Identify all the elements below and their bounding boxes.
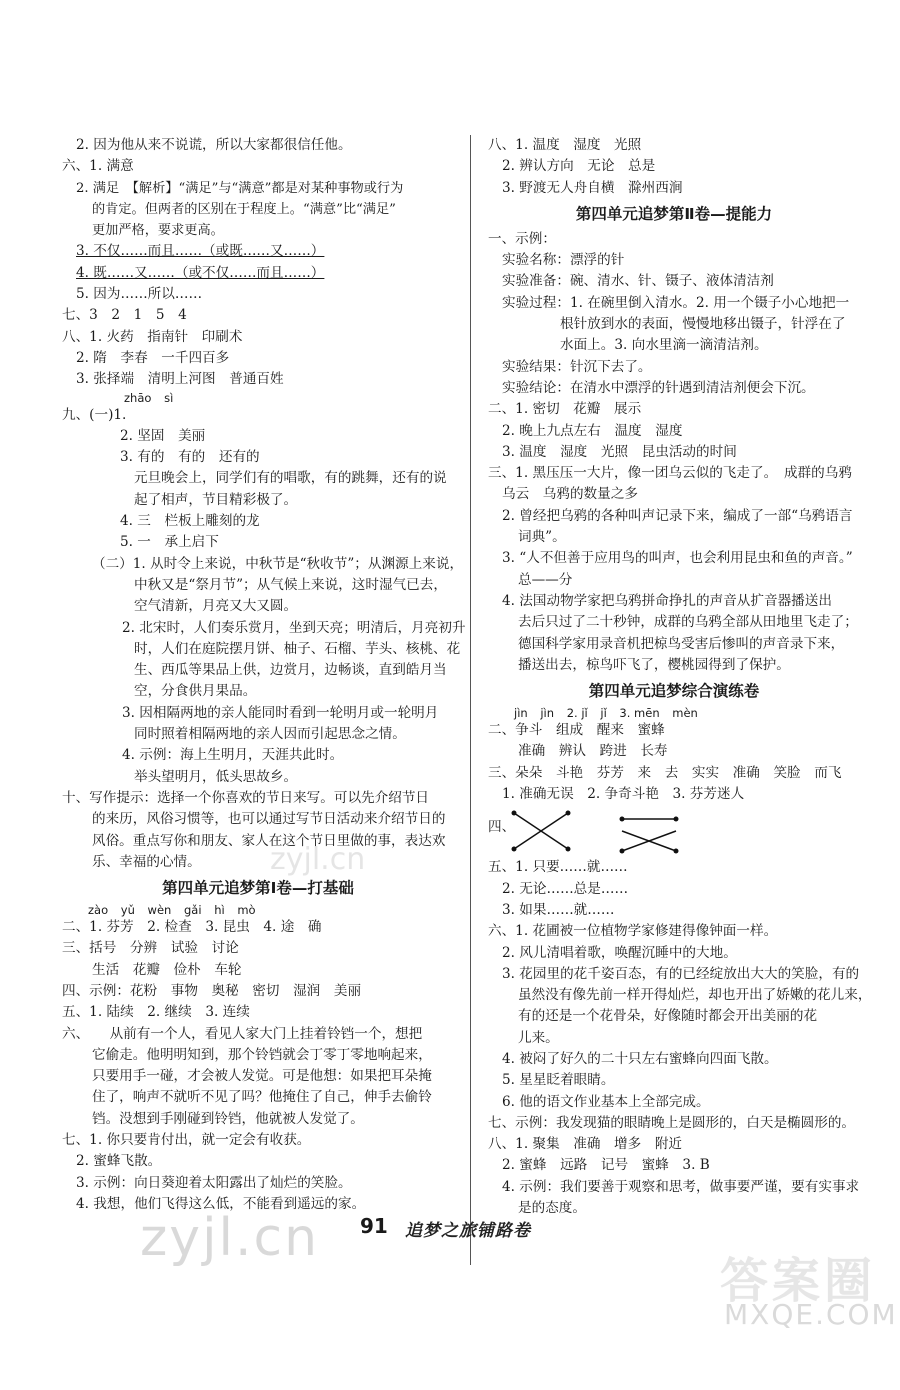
- answer-line: 实验准备：碗、清水、针、镊子、液体清洁剂: [502, 273, 774, 290]
- answer-line: 2. 晚上九点左右 温度 湿度: [502, 422, 683, 439]
- right-column: [488, 135, 872, 1219]
- answer-line: 2. 坚固 美丽: [120, 427, 206, 444]
- answer-line: 2. 满足 【解析】“满足”与“满意”都是对某种事物或行为: [76, 180, 404, 196]
- answer-line: 三、朵朵 斗艳 芬芳 来 去 实实 准确 笑脸 而飞: [488, 764, 842, 781]
- answer-line: 空气清新，月亮又大又圆。: [134, 598, 298, 615]
- answer-line: 铛。没想到手刚碰到铃铛，他就被人发觉了。: [92, 1110, 364, 1127]
- answer-line: 德国科学家用录音机把椋鸟受害后惨叫的声音录下来，: [518, 635, 845, 652]
- column-divider: [470, 135, 471, 1265]
- answer-line: 实验过程：1. 在碗里倒入清水。2. 用一个镊子小心地把一: [502, 294, 850, 311]
- answer-line: 风俗。重点写你和朋友、家人在这个节日里做的事，表达欢: [92, 832, 446, 849]
- answer-line: 2. 隋 李春 一千四百多: [76, 349, 230, 366]
- answer-line: 有的还是一个花骨朵，好像随时都会开出美丽的花: [518, 1008, 818, 1025]
- answer-line: 三、括号 分辨 试验 讨论: [62, 940, 239, 957]
- answer-line: 3. 花园里的花千姿百态，有的已经绽放出大大的笑脸，有的: [502, 965, 860, 982]
- answer-line: 起了相声，节目精彩极了。: [134, 491, 298, 508]
- left-column: [62, 135, 466, 1215]
- footer-brand: 追梦之旅铺路卷: [405, 1221, 531, 1241]
- answer-line: 二、1. 密切 花瓣 展示: [488, 401, 642, 418]
- answer-line: 实验名称：漂浮的针: [502, 252, 625, 269]
- matching-lines: [488, 805, 860, 857]
- answer-line: 是的态度。: [518, 1200, 586, 1217]
- answer-line: 元旦晚会上，同学们有的唱歌，有的跳舞，还有的说: [134, 470, 447, 487]
- answer-line: 实验结论：在清水中漂浮的针遇到清洁剂便会下沉。: [502, 379, 815, 396]
- answer-line: 3. 张择端 清明上河图 普通百姓: [76, 371, 284, 388]
- answer-line: 3. 因相隔两地的亲人能同时看到一轮明月或一轮明月: [122, 704, 439, 721]
- answer-line: 2. 蜜蜂飞散。: [76, 1153, 162, 1170]
- answer-line: 2. 辨认方向 无论 总是: [502, 158, 656, 175]
- answer-line: 儿来。: [518, 1029, 559, 1046]
- answer-line: 播送出去，椋鸟吓飞了，樱桃园得到了保护。: [518, 656, 790, 673]
- watermark-center: zyjl.cn: [270, 842, 366, 877]
- q9-head: 九、(一)1.: [62, 406, 127, 423]
- answer-line: 3. 示例：向日葵迎着太阳露出了灿烂的笑脸。: [76, 1174, 352, 1191]
- answer-line: 4. 法国动物学家把乌鸦拼命挣扎的声音从扩音器播送出: [502, 592, 832, 609]
- answer-line: 的来历，风俗习惯等，也可以通过写节日活动来介绍节日的: [92, 811, 446, 828]
- answer-line: 八、1. 聚集 准确 增多 附近: [488, 1136, 683, 1153]
- answer-line: 同时照着相隔两地的亲人因而引起思念之情。: [134, 726, 406, 743]
- answer-line: 生活 花瓣 俭朴 车轮: [92, 961, 242, 978]
- answer-line: 三、1. 黑压压一大片，像一团乌云似的飞走了。 成群的乌鸦: [488, 465, 852, 482]
- answer-line: 4. 示例：海上生明月，天涯共此时。: [122, 747, 344, 764]
- answer-line: 的肯定。但两者的区别在于程度上。“满意”比“满足”: [92, 201, 396, 217]
- answer-line: 二、1. 芬芳 2. 检查 3. 昆虫 4. 途 确: [62, 919, 322, 936]
- answer-line: 3. 有的 有的 还有的: [120, 449, 260, 466]
- answer-line: 实验结果：针沉下去了。: [502, 358, 652, 375]
- answer-line: 总——分: [518, 571, 573, 588]
- answer-line: 二、争斗 组成 醒来 蜜蜂: [488, 722, 665, 739]
- answer-line: 4. 三 栏板上雕刻的龙: [120, 513, 260, 530]
- watermark-right-small: MXQE.COM: [724, 1298, 898, 1331]
- answer-line: 中秋又是“祭月节”；从气候上来说，这时湿气已去，: [134, 576, 447, 593]
- answer-line: 2. 北宋时，人们奏乐赏月，坐到天亮；明清后，月亮初升: [122, 619, 466, 636]
- answer-line: 十、写作提示：选择一个你喜欢的节日来写。可以先介绍节日: [62, 789, 430, 806]
- answer-line: 3. 野渡无人舟自横 滁州西涧: [502, 179, 683, 196]
- answer-line: 词典”。: [518, 529, 566, 546]
- answer-line: 5. 星星眨着眼睛。: [502, 1072, 615, 1089]
- answer-line: 它偷走。他明明知到，那个铃铛就会丁零丁零地响起来，: [92, 1046, 432, 1063]
- section-title-3: 第四单元追梦综合演练卷: [588, 682, 760, 701]
- answer-line: 一、示例：: [488, 230, 556, 247]
- answer-line: 4. 被闷了好久的二十只左右蜜蜂向四面飞散。: [502, 1050, 778, 1067]
- answer-line: 举头望明月，低头思故乡。: [134, 768, 298, 785]
- answer-line: 4. 既……又……（或不仅……而且……）: [76, 264, 325, 281]
- answer-line: 八、1. 温度 湿度 光照: [488, 137, 642, 153]
- answer-line: 空，分食供月果品。: [134, 683, 257, 700]
- answer-line: 3. 如果……就……: [502, 901, 615, 918]
- answer-line: 更加严格，要求更高。: [92, 223, 224, 239]
- answer-line: 根针放到水的表面，慢慢地移出镊子，针浮在了: [560, 316, 846, 333]
- answer-line: 5. 因为……所以……: [76, 286, 203, 303]
- answer-line: 水面上。3. 向水里滴一滴清洁剂。: [560, 337, 768, 354]
- answer-line: 时，人们在庭院摆月饼、柚子、石榴、芋头、核桃、花: [134, 640, 461, 657]
- answer-line: 准确 辨认 跨进 长寿: [518, 743, 668, 760]
- answer-line: 3. 不仅……而且……（或既……又……）: [76, 243, 325, 260]
- page-number: 91: [360, 1214, 388, 1238]
- answer-line: 四、示例：花粉 事物 奥秘 密切 湿润 美丽: [62, 982, 362, 999]
- answer-line: 6. 他的语文作业基本上全部完成。: [502, 1093, 710, 1110]
- answer-line: 七、示例：我发现猫的眼睛晚上是圆形的，白天是椭圆形的。: [488, 1114, 856, 1131]
- answer-line: （二）1. 从时令上来说，中秋节是“秋收节”；从渊源上来说，: [92, 555, 464, 572]
- answer-line: 5. 一 承上启下: [120, 534, 219, 551]
- watermark-right-big: 答案圈: [720, 1253, 877, 1309]
- matching-diagram: [510, 805, 770, 857]
- answer-line: 七、3 2 1 5 4: [62, 307, 187, 324]
- answer-line: 3. “人不但善于应用鸟的叫声，也会利用昆虫和鱼的声音。”: [502, 550, 853, 567]
- answer-line: 五、1. 只要……就……: [488, 859, 628, 876]
- answer-line: 六、1. 满意: [62, 158, 134, 175]
- answer-line: 2. 蜜蜂 远路 记号 蜜蜂 3. B: [502, 1157, 710, 1174]
- answer-line: 六、 从前有一个人，看见人家大门上挂着铃铛一个，想把: [62, 1025, 423, 1042]
- q9-pinyin: zhāo sì: [124, 390, 174, 405]
- answer-line: 五、1. 陆续 2. 继续 3. 连续: [62, 1004, 250, 1021]
- answer-line: 八、1. 火药 指南针 印刷术: [62, 328, 243, 345]
- answer-line: 六、1. 花圃被一位植物学家修建得像钟面一样。: [488, 923, 778, 940]
- answer-line: 1. 准确无误 2. 争奇斗艳 3. 芬芳迷人: [502, 786, 745, 803]
- answer-line: 生、西瓜等果品上供，边赏月，边畅谈，直到皓月当: [134, 662, 447, 679]
- answer-line: 住了，响声不就听不见了吗？他掩住了自己，伸手去偷铃: [92, 1089, 432, 1106]
- section-title-2: 第四单元追梦第Ⅱ卷—提能力: [575, 204, 773, 223]
- answer-line: 虽然没有像先前一样开得灿烂，却也开出了娇嫩的花儿来，: [518, 987, 872, 1004]
- section-title-1: 第四单元追梦第Ⅰ卷—打基础: [162, 879, 354, 898]
- section1-pinyin: zào yǔ wèn gǎi hì mò: [88, 903, 256, 918]
- watermark-left: zyjl.cn: [140, 1208, 320, 1268]
- answer-line: 乐、幸福的心情。: [92, 853, 201, 870]
- answer-line: 2. 无论……总是……: [502, 880, 629, 897]
- answer-line: 4. 示例：我们要善于观察和思考，做事要严谨，要有实事求: [502, 1178, 860, 1195]
- answer-line: 七、1. 你只要肯付出，就一定会有收获。: [62, 1132, 311, 1149]
- answer-line: 乌云 乌鸦的数量之多: [502, 486, 638, 503]
- answer-line: 2. 因为他从来不说谎，所以大家都很信任他。: [76, 137, 352, 153]
- answer-line: 2. 曾经把乌鸦的各种叫声记录下来，编成了一部“乌鸦语言: [502, 507, 853, 524]
- answer-line: 只要用手一碰，才会被人发觉。可是他想：如果把耳朵掩: [92, 1068, 432, 1085]
- answer-line: 2. 风儿清唱着歌，唤醒沉睡中的大地。: [502, 944, 737, 961]
- section3-pinyin: jìn jìn 2. jǐ jǐ 3. mēn mèn: [514, 706, 698, 721]
- q4-label: 四、: [488, 819, 516, 836]
- answer-line: 4. 我想，他们飞得这么低，不能看到遥远的家。: [76, 1195, 366, 1212]
- answer-line: 去后只过了二十秒钟，成群的乌鸦全部从田地里飞走了；: [518, 614, 858, 631]
- answer-line: 3. 温度 湿度 光照 昆虫活动的时间: [502, 443, 737, 460]
